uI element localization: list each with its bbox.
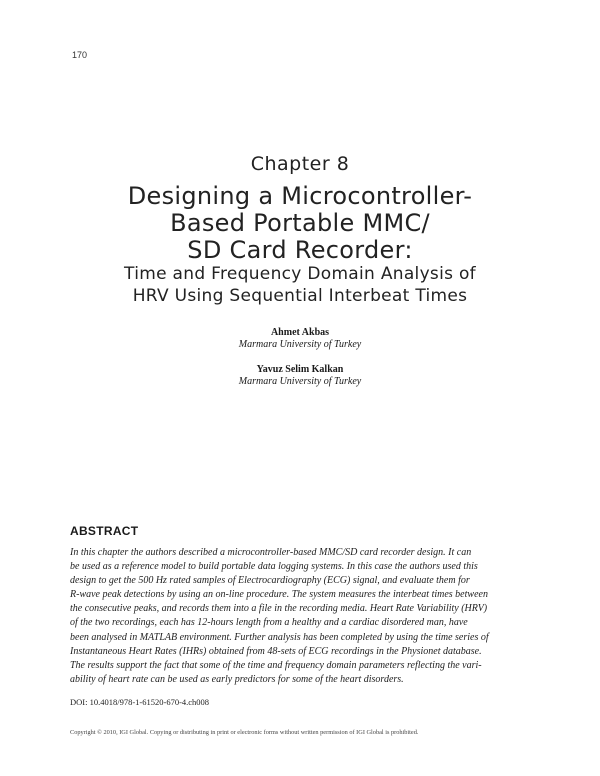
abstract-line: be used as a reference model to build portable data logging systems. In this case the authors used this	[70, 561, 478, 573]
author-name: Yavuz Selim Kalkan	[256, 364, 344, 375]
abstract-line: ability of heart rate can be used as early predictors for some of the heart disorders.	[70, 673, 404, 685]
chapter-label: Chapter 8	[250, 153, 350, 175]
author-affiliation: Marmara University of Turkey	[238, 339, 362, 350]
abstract-heading: ABSTRACT	[70, 524, 139, 538]
author-block	[0, 327, 600, 351]
copyright-notice: Copyright © 2010, IGI Global. Copying or distributing in print or electronic forms without written permission of IGI Global is prohibited.	[70, 729, 419, 736]
abstract-line: the consecutive peaks, and records them into a file in the recording media. Heart Rate Variability (HRV)	[70, 603, 488, 615]
abstract-line: design to get the 500 Hz rated samples of Electrocardiography (ECG) signal, and evaluate them for	[70, 575, 470, 587]
chapter-subtitle-line: HRV Using Sequential Interbeat Times	[132, 286, 468, 306]
chapter-title-line: SD Card Recorder:	[187, 236, 413, 264]
abstract-line: of the two recordings, each has 12-hours length from a healthy and a cardiac disordered man, have	[70, 617, 468, 629]
chapter-subtitle-line: Time and Frequency Domain Analysis of	[124, 264, 476, 284]
chapter-title-line: Based Portable MMC/	[170, 209, 430, 237]
abstract-line: been analysed in MATLAB environment. Further analysis has been completed by using the time series of	[70, 631, 489, 643]
author-block	[0, 364, 600, 388]
abstract-line: Instantaneous Heart Rates (IHRs) obtained from 48-sets of ECG recordings in the Physionet database.	[70, 645, 482, 657]
author-affiliation: Marmara University of Turkey	[238, 376, 362, 387]
abstract-line: In this chapter the authors described a microcontroller-based MMC/SD card recorder design. It can	[70, 547, 472, 558]
chapter-subtitle	[60, 263, 540, 307]
page-number: 170	[72, 50, 88, 60]
doi-text: DOI: 10.4018/978-1-61520-670-4.ch008	[70, 697, 210, 707]
chapter-title	[60, 183, 540, 264]
author-name: Ahmet Akbas	[270, 327, 330, 338]
chapter-title-line: Designing a Microcontroller-	[127, 182, 473, 210]
abstract-body	[70, 546, 530, 687]
abstract-line: R-wave peak detections by using an on-line procedure. The system measures the interbeat times between	[70, 589, 488, 601]
abstract-line: The results support the fact that some of the time and frequency domain parameters reflecting the vari-	[70, 659, 482, 671]
